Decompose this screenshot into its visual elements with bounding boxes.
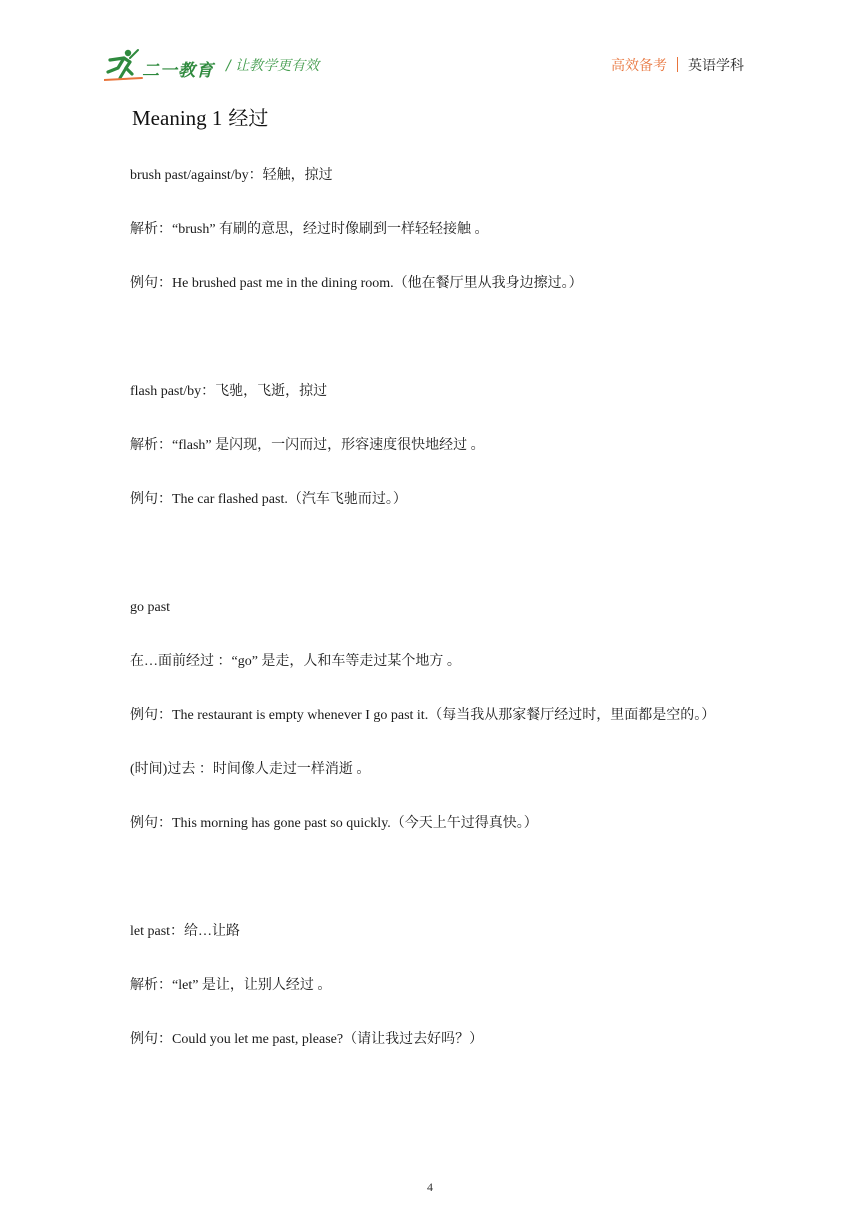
phrase-brush-past: brush past/against/by：轻触，掠过 [130, 168, 333, 183]
section-title-en: Meaning 1 [132, 106, 223, 130]
phrase-flash-past: flash past/by：飞驰，飞逝，掠过 [130, 384, 328, 399]
example-let: 例句：Could you let me past, please?（请让我过去好吗？） [130, 1032, 484, 1047]
page-header [104, 44, 744, 84]
explanation-brush: 解析：“brush” 有刷的意思，经过时像刷到一样轻轻接触 。 [130, 222, 489, 237]
logo [104, 48, 214, 82]
brand-name: 二一教育 [142, 61, 214, 81]
example-go-past-place: 例句：The restaurant is empty whenever I go past it.（每当我从那家餐厅经过时，里面都是空的。） [130, 708, 716, 723]
page-number: 4 [427, 1180, 433, 1194]
running-figure-icon [104, 48, 144, 82]
example-go-past-time: 例句：This morning has gone past so quickly.（今天上午过得真快。） [130, 816, 538, 831]
header-tags [611, 55, 744, 75]
section-title [132, 102, 268, 131]
header-divider [677, 57, 678, 72]
exam-label: 高效备考 [611, 58, 667, 74]
example-flash: 例句：The car flashed past.（汽车飞驰而过。） [130, 492, 407, 507]
example-brush: 例句：He brushed past me in the dining room.（他在餐厅里从我身边擦过。） [130, 276, 583, 291]
explanation-let: 解析：“let” 是让，让别人经过 。 [130, 978, 332, 993]
phrase-go-past: go past [130, 600, 171, 615]
explanation-flash: 解析：“flash” 是闪现，一闪而过，形容速度很快地经过 。 [130, 438, 485, 453]
explanation-go-past-place: 在…面前经过 ：“go” 是走，人和车等走过某个地方 。 [130, 654, 461, 669]
section-title-zh: 经过 [228, 106, 269, 130]
subject-label: 英语学科 [688, 58, 744, 74]
phrase-let-past: let past：给…让路 [130, 924, 241, 939]
slogan: / 让教学更有效 [226, 58, 320, 74]
explanation-go-past-time: (时间)过去 ：时间像人走过一样消逝 。 [130, 762, 371, 777]
